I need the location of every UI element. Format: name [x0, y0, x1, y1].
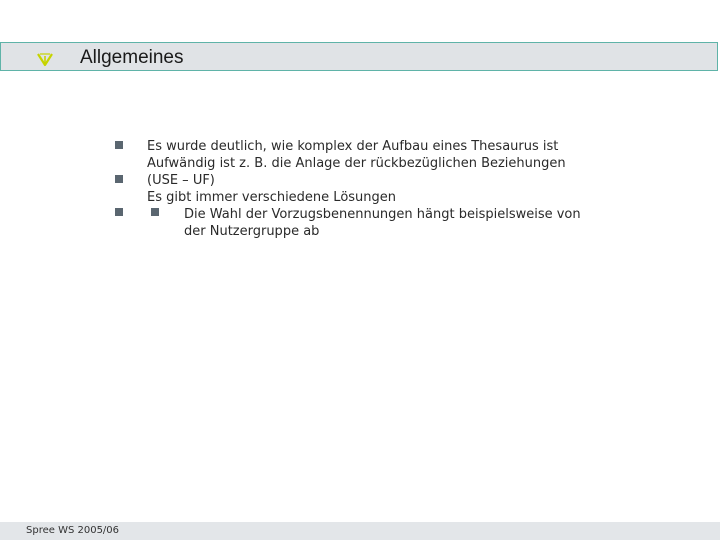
bullet-text: Es gibt immer verschiedene Lösungen — [147, 190, 397, 205]
slide-title: Allgemeines — [80, 47, 184, 68]
slide-footer — [0, 522, 720, 540]
bullet-marker — [115, 208, 123, 216]
slide-content — [147, 138, 587, 240]
bullet-text: Es wurde deutlich, wie komplex der Aufbau eines Thesaurus ist — [147, 139, 559, 154]
footer-text: Spree WS 2005/06 — [26, 525, 120, 536]
check-arrow-icon — [37, 51, 53, 67]
sub-bullet-text: Die Wahl der Vorzugsbenennungen hängt beispielsweise von der Nutzergruppe ab — [184, 207, 581, 239]
slide-title-bar — [0, 42, 718, 71]
bullet-marker — [115, 141, 123, 149]
sub-bullet-marker — [151, 208, 159, 216]
sub-bullet-item — [147, 206, 587, 240]
bullet-marker — [115, 175, 123, 183]
bullet-text: Aufwändig ist z. B. die Anlage der rückbezüglichen Beziehungen (USE – UF) — [147, 156, 566, 188]
